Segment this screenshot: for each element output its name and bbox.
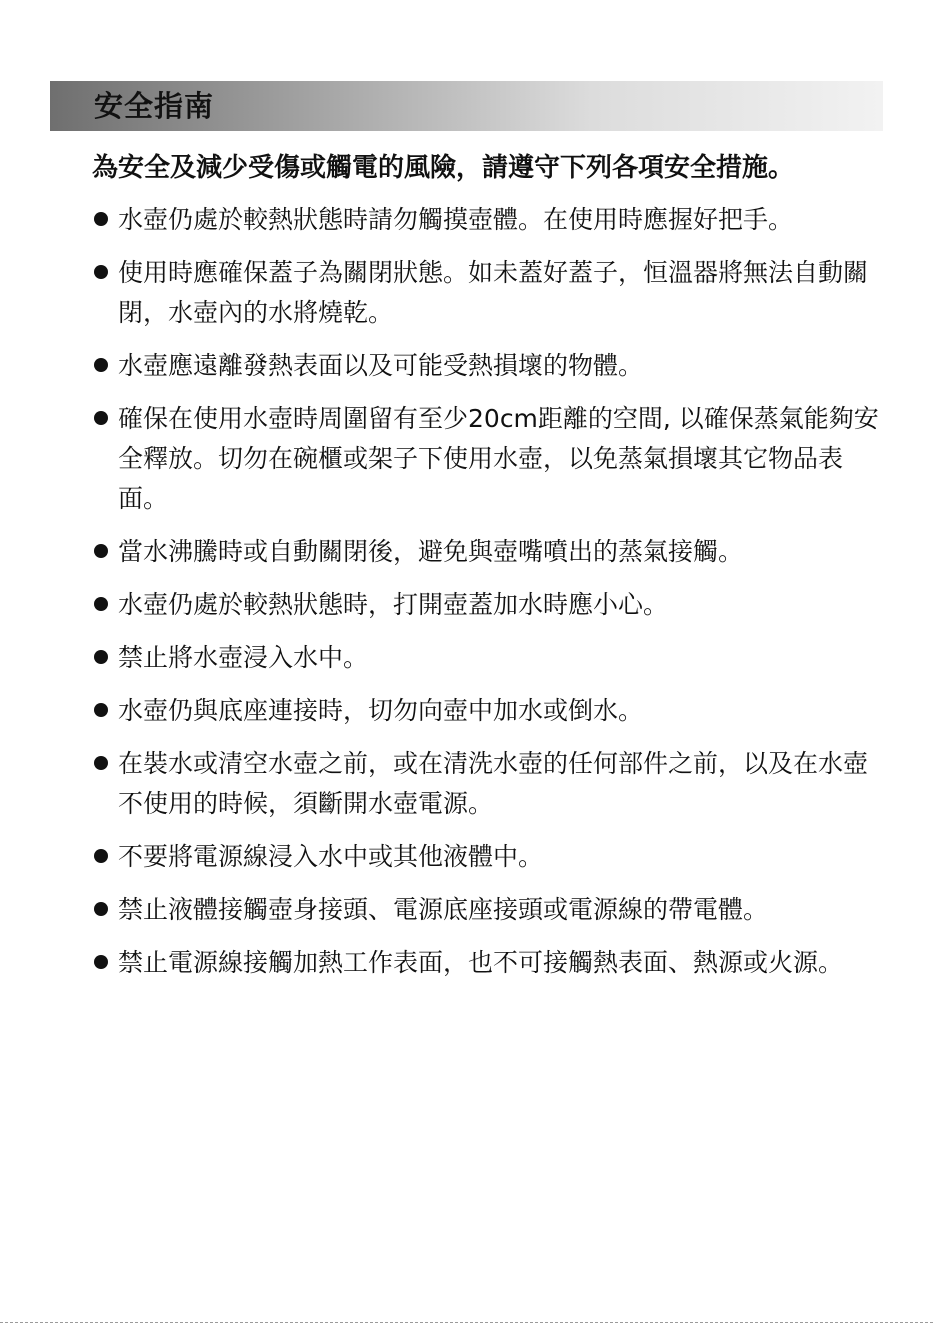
list-item	[92, 346, 882, 386]
safety-list	[92, 200, 882, 996]
list-item-text: 在裝水或清空水壺之前，或在清洗水壺的任何部件之前，以及在水壺不使用的時候，須斷開水壺電源。	[118, 749, 869, 818]
bullet-icon	[94, 902, 108, 916]
list-item	[92, 200, 882, 240]
list-item	[92, 890, 882, 930]
list-item-text: 當水沸騰時或自動關閉後，避免與壺嘴噴出的蒸氣接觸。	[118, 537, 744, 566]
bullet-icon	[94, 212, 108, 226]
list-item-text: 禁止電源線接觸加熱工作表面，也不可接觸熱表面、熱源或火源。	[118, 948, 844, 977]
bullet-icon	[94, 597, 108, 611]
page-bottom-divider	[0, 1322, 933, 1323]
bullet-icon	[94, 650, 108, 664]
list-item-text: 使用時應確保蓋子為關閉狀態。如未蓋好蓋子，恒溫器將無法自動關閉，水壺內的水將燒乾。	[118, 258, 869, 327]
list-item-text: 水壺應遠離發熱表面以及可能受熱損壞的物體。	[118, 351, 644, 380]
list-item	[92, 744, 882, 824]
list-item-text: 禁止液體接觸壺身接頭、電源底座接頭或電源線的帶電體。	[118, 895, 769, 924]
bullet-icon	[94, 265, 108, 279]
section-title: 安全指南	[94, 89, 215, 123]
list-item	[92, 399, 882, 519]
intro-text: 為安全及減少受傷或觸電的風險，請遵守下列各項安全措施。	[92, 153, 795, 183]
list-item	[92, 943, 882, 983]
bullet-icon	[94, 955, 108, 969]
list-item-text: 水壺仍處於較熱狀態時，打開壺蓋加水時應小心。	[118, 590, 669, 619]
bullet-icon	[94, 358, 108, 372]
list-item-text: 不要將電源線浸入水中或其他液體中。	[118, 842, 544, 871]
list-item	[92, 585, 882, 625]
bullet-icon	[94, 849, 108, 863]
section-header	[50, 81, 883, 131]
list-item	[92, 837, 882, 877]
list-item-text: 水壺仍處於較熱狀態時請勿觸摸壺體。在使用時應握好把手。	[118, 205, 794, 234]
bullet-icon	[94, 703, 108, 717]
list-item-text: 水壺仍與底座連接時，切勿向壺中加水或倒水。	[118, 696, 644, 725]
list-item-text: 確保在使用水壺時周圍留有至少20cm距離的空間, 以確保蒸氣能夠安全釋放。切勿在碗櫃或架子下使用水壺，以免蒸氣損壞其它物品表面。	[118, 404, 879, 513]
list-item-text: 禁止將水壺浸入水中。	[118, 643, 369, 672]
list-item	[92, 691, 882, 731]
list-item	[92, 532, 882, 572]
bullet-icon	[94, 544, 108, 558]
bullet-icon	[94, 756, 108, 770]
bullet-icon	[94, 411, 108, 425]
list-item	[92, 638, 882, 678]
list-item	[92, 253, 882, 333]
